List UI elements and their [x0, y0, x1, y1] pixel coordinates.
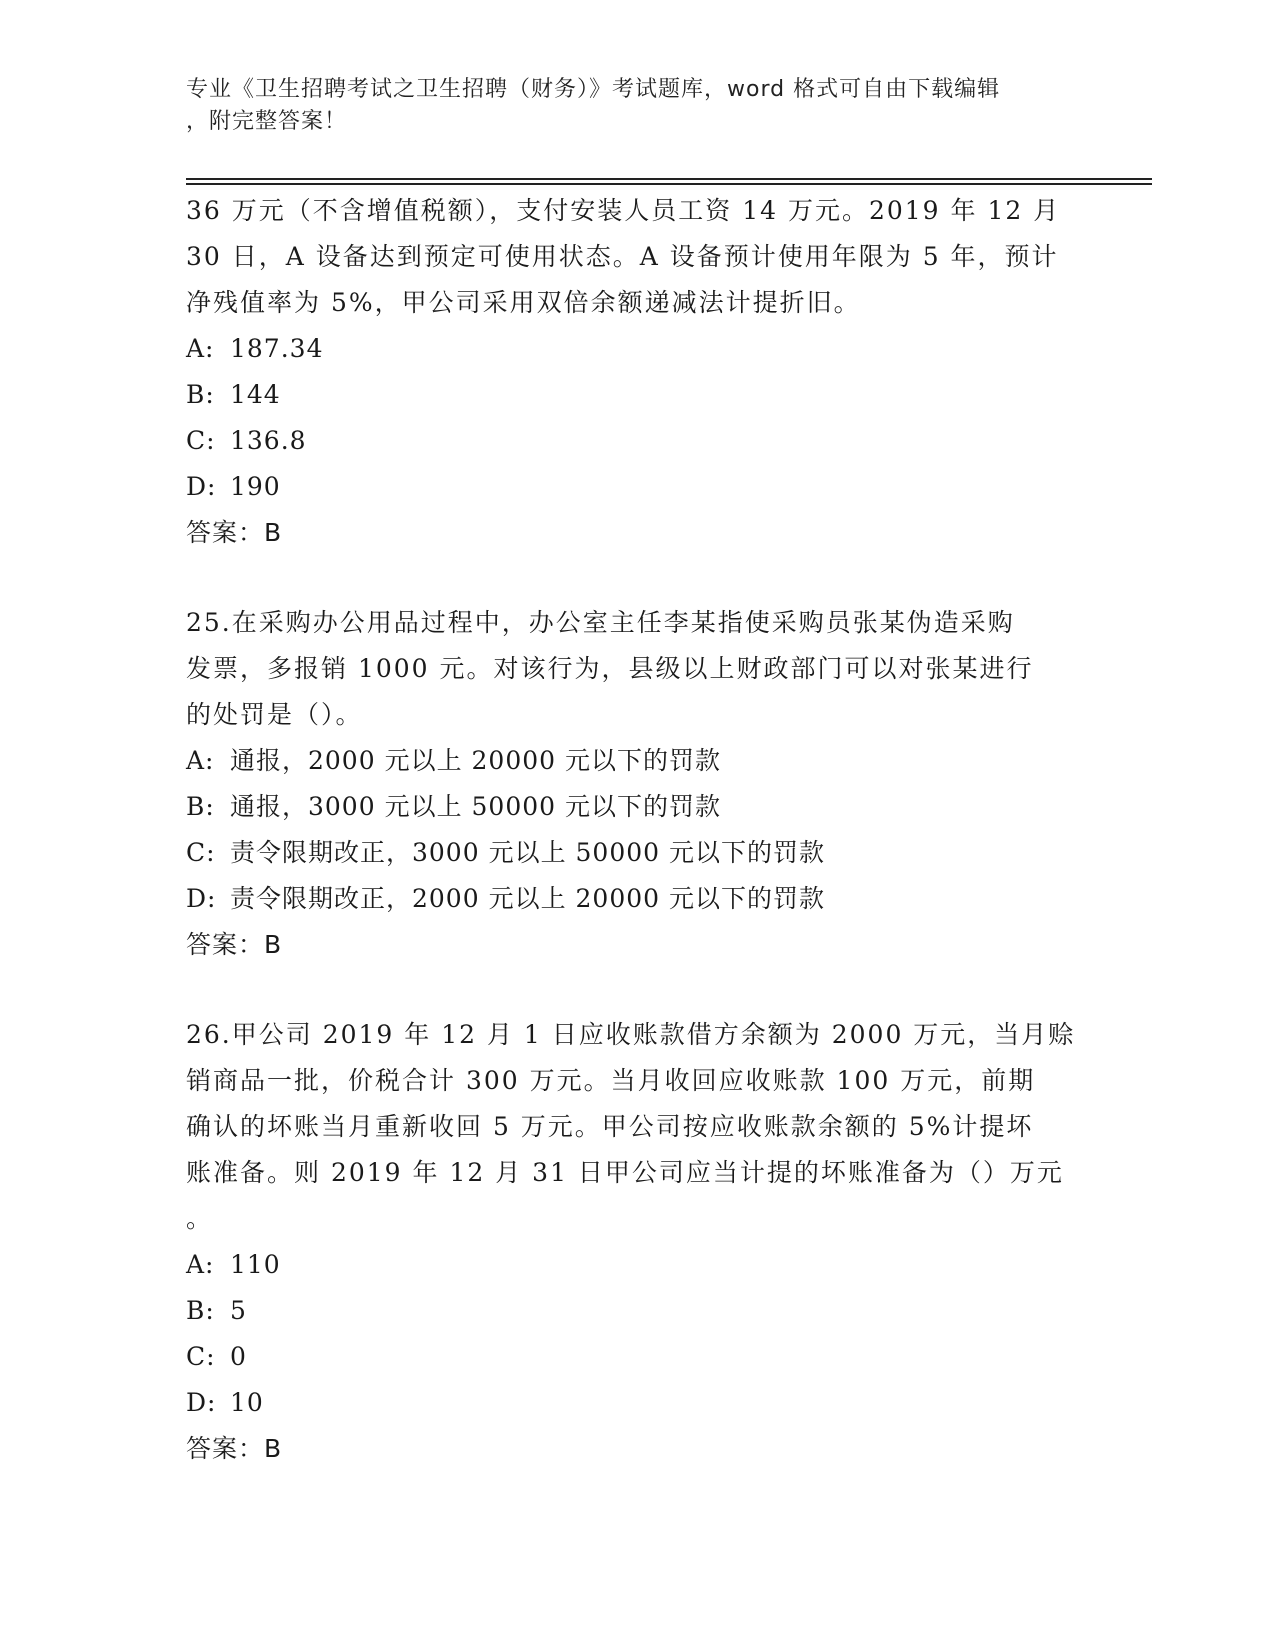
- question-line: 的处罚是（）。: [186, 700, 363, 729]
- header-divider-top: [186, 178, 1152, 180]
- question-list: [186, 188, 1086, 1472]
- option-d: D: 责令限期改正，2000 元以上 20000 元以下的罚款: [186, 884, 825, 913]
- question-line: 26.甲公司 2019 年 12 月 1 日应收账款借方余额为 2000 万元，当月赊: [186, 1020, 1076, 1049]
- option-b: B: 通报，3000 元以上 50000 元以下的罚款: [186, 792, 721, 821]
- header-divider-bottom: [186, 183, 1152, 185]
- question-line: 25.在采购办公用品过程中，办公室主任李某指使采购员张某伪造采购: [186, 608, 1015, 637]
- question-block: [186, 600, 1086, 968]
- question-line: 发票，多报销 1000 元。对该行为，县级以上财政部门可以对张某进行: [186, 654, 1034, 683]
- question-line: 36 万元（不含增值税额），支付安装人员工资 14 万元。2019 年 12 月: [186, 196, 1061, 225]
- option-b: B: 144: [186, 380, 281, 409]
- option-c: C: 0: [186, 1342, 247, 1371]
- option-d: D: 10: [186, 1388, 264, 1417]
- question-block: [186, 1012, 1086, 1472]
- option-c: C: 责令限期改正，3000 元以上 50000 元以下的罚款: [186, 838, 825, 867]
- question-line: 账准备。则 2019 年 12 月 31 日甲公司应当计提的坏账准备为（）万元: [186, 1158, 1064, 1187]
- option-a: A: 187.34: [186, 334, 324, 363]
- header-line-1: 专业《卫生招聘考试之卫生招聘（财务）》考试题库，word 格式可自由下载编辑: [186, 77, 1001, 102]
- option-a: A: 通报，2000 元以上 20000 元以下的罚款: [186, 746, 721, 775]
- answer-line: 答案：B: [186, 930, 283, 959]
- question-line: 30 日，A 设备达到预定可使用状态。A 设备预计使用年限为 5 年，预计: [186, 242, 1059, 271]
- question-block: [186, 188, 1086, 556]
- option-c: C: 136.8: [186, 426, 307, 455]
- option-b: B: 5: [186, 1296, 247, 1325]
- answer-line: 答案：B: [186, 1434, 283, 1463]
- answer-line: 答案：B: [186, 518, 283, 547]
- question-line: 确认的坏账当月重新收回 5 万元。甲公司按应收账款余额的 5%计提坏: [186, 1112, 1034, 1141]
- header-line-2: ，附完整答案！: [186, 109, 348, 134]
- question-line: 。: [186, 1204, 214, 1233]
- option-d: D: 190: [186, 472, 281, 501]
- question-line: 销商品一批，价税合计 300 万元。当月收回应收账款 100 万元，前期: [186, 1066, 1036, 1095]
- document-header: [186, 74, 1066, 138]
- question-line: 净残值率为 5%，甲公司采用双倍余额递减法计提折旧。: [186, 288, 861, 317]
- option-a: A: 110: [186, 1250, 281, 1279]
